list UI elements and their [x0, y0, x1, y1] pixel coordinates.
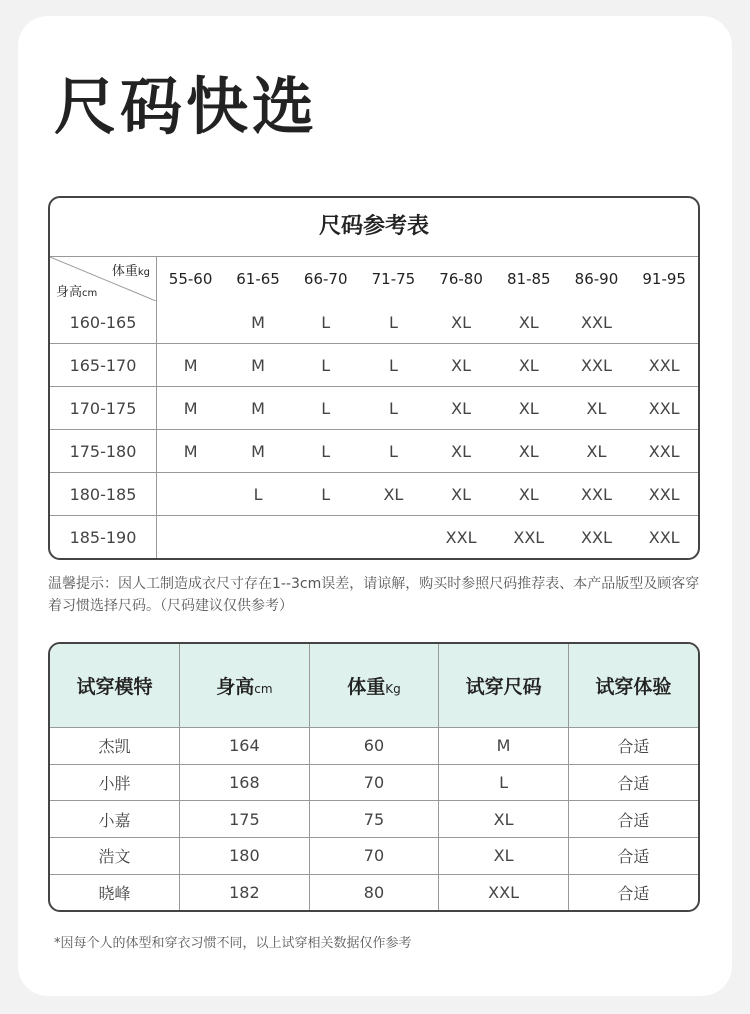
- tryon-height-cell: 182: [180, 874, 310, 910]
- size-cell: L: [292, 430, 360, 473]
- tryon-size-cell: M: [439, 727, 569, 764]
- size-cell: XL: [495, 344, 563, 387]
- size-cell: XL: [427, 473, 495, 516]
- size-cell: XL: [427, 301, 495, 344]
- tryon-size-cell: XXL: [439, 874, 569, 910]
- tryon-model-cell: 小胖: [50, 764, 180, 801]
- tryon-height-cell: 175: [180, 801, 310, 838]
- size-cell: [292, 516, 360, 559]
- size-cell: [630, 301, 698, 344]
- size-cell: XL: [427, 387, 495, 430]
- size-cell: L: [360, 344, 428, 387]
- size-cell: XL: [427, 430, 495, 473]
- weight-column-header: 81-85: [506, 270, 551, 288]
- size-row: [50, 344, 698, 387]
- tryon-weight-cell: 80: [309, 874, 439, 910]
- size-row: [50, 387, 698, 430]
- tryon-row: [50, 874, 698, 910]
- tryon-row: [50, 764, 698, 801]
- size-row: [50, 516, 698, 559]
- size-cell: XXL: [563, 344, 631, 387]
- size-cell: L: [360, 301, 428, 344]
- tryon-model-cell: 杰凯: [50, 727, 180, 764]
- tryon-height-cell: 164: [180, 727, 310, 764]
- corner-weight-label: 体重kg: [111, 264, 150, 279]
- header-weight: 体重Kg: [309, 644, 439, 727]
- size-cell: M: [224, 301, 292, 344]
- height-range-cell: 185-190: [50, 516, 157, 559]
- size-cell: L: [224, 473, 292, 516]
- tryon-experience-cell: 合适: [568, 837, 698, 874]
- height-range-cell: 165-170: [50, 344, 157, 387]
- corner-cell: [50, 257, 157, 301]
- header-model: 试穿模特: [50, 644, 180, 727]
- size-cell: L: [360, 387, 428, 430]
- tryon-height-cell: 180: [180, 837, 310, 874]
- size-cell: XXL: [513, 527, 545, 547]
- size-cell: L: [360, 430, 428, 473]
- page-title: 尺码快选: [54, 70, 319, 143]
- size-cell: XL: [495, 387, 563, 430]
- weight-column-header: 71-75: [371, 270, 416, 288]
- size-cell: XXL: [563, 301, 631, 344]
- size-chart-header-row: [50, 257, 698, 301]
- size-cell: M: [224, 430, 292, 473]
- size-cell: M: [224, 344, 292, 387]
- tryon-table: [48, 642, 700, 912]
- size-cell: XXL: [630, 387, 698, 430]
- tryon-model-cell: 小嘉: [50, 801, 180, 838]
- tryon-experience-cell: 合适: [617, 883, 650, 903]
- size-cell: XXL: [630, 344, 698, 387]
- tryon-weight-cell: 70: [309, 764, 439, 801]
- size-cell: XXL: [630, 473, 698, 516]
- tryon-size-cell: XL: [439, 801, 569, 838]
- tryon-experience-cell: 合适: [568, 764, 698, 801]
- footnote: *因每个人的体型和穿衣习惯不同，以上试穿相关数据仅作参考: [54, 936, 412, 951]
- size-cell: XXL: [581, 527, 612, 547]
- weight-column-header: 91-95: [642, 270, 686, 288]
- tryon-weight-cell: 70: [309, 837, 439, 874]
- size-cell: XL: [495, 473, 563, 516]
- tryon-header-row: [50, 644, 698, 727]
- weight-column-header: 66-70: [303, 270, 348, 288]
- size-chart-title: 尺码参考表: [50, 198, 698, 257]
- weight-column-header: 86-90: [574, 270, 619, 288]
- weight-column-header: 55-60: [168, 270, 213, 288]
- height-range-cell: 170-175: [50, 387, 157, 430]
- size-cell: XL: [427, 344, 495, 387]
- size-cell: XL: [360, 473, 428, 516]
- size-cell: XL: [563, 430, 631, 473]
- size-row: [50, 473, 698, 516]
- height-range-cell: 180-185: [50, 473, 157, 516]
- tryon-model-cell: 浩文: [50, 837, 180, 874]
- size-cell: XXL: [630, 430, 698, 473]
- size-cell: L: [292, 301, 360, 344]
- size-cell: M: [157, 344, 225, 387]
- size-cell: [157, 516, 225, 559]
- header-size: 试穿尺码: [439, 644, 569, 727]
- tryon-row: [50, 837, 698, 874]
- size-cell: [360, 516, 428, 559]
- size-cell: L: [292, 344, 360, 387]
- weight-column-header: 76-80: [439, 270, 483, 288]
- tryon-experience-cell: 合适: [568, 801, 698, 838]
- height-range-cell: 175-180: [50, 430, 157, 473]
- size-cell: [224, 516, 292, 559]
- size-cell: L: [292, 473, 360, 516]
- size-cell: L: [292, 387, 360, 430]
- size-cell: XL: [563, 387, 631, 430]
- notice-text: 温馨提示：因人工制造成衣尺寸存在1--3cm误差，请谅解，购买时参照尺码推荐表、本产品版型及顾客穿着习惯选择尺码。（尺码建议仅供参考）: [48, 576, 700, 614]
- size-cell: XL: [495, 301, 563, 344]
- size-row: [50, 430, 698, 473]
- size-chart: [48, 196, 700, 560]
- size-cell: [157, 473, 225, 516]
- tryon-weight-cell: 60: [309, 727, 439, 764]
- size-cell: XXL: [563, 473, 631, 516]
- header-experience: 试穿体验: [568, 644, 698, 727]
- tryon-size-cell: L: [439, 764, 569, 801]
- header-height: 身高cm: [180, 644, 310, 727]
- tryon-experience-cell: 合适: [568, 727, 698, 764]
- size-cell: XXL: [648, 527, 680, 547]
- tryon-weight-cell: 75: [309, 801, 439, 838]
- size-chart-table: [50, 257, 698, 558]
- size-cell: XL: [495, 430, 563, 473]
- height-range-cell: 160-165: [50, 301, 157, 344]
- tryon-row: [50, 727, 698, 764]
- size-cell: M: [157, 387, 225, 430]
- size-cell: XXL: [445, 527, 477, 547]
- size-cell: [157, 301, 225, 344]
- tryon-row: [50, 801, 698, 838]
- size-cell: M: [224, 387, 292, 430]
- weight-column-header: 61-65: [236, 270, 280, 288]
- tryon-size-cell: XL: [439, 837, 569, 874]
- corner-height-label: 身高cm: [56, 285, 98, 300]
- size-row: [50, 301, 698, 344]
- size-cell: M: [157, 430, 225, 473]
- tryon-model-cell: 晓峰: [50, 874, 180, 910]
- tryon-height-cell: 168: [180, 764, 310, 801]
